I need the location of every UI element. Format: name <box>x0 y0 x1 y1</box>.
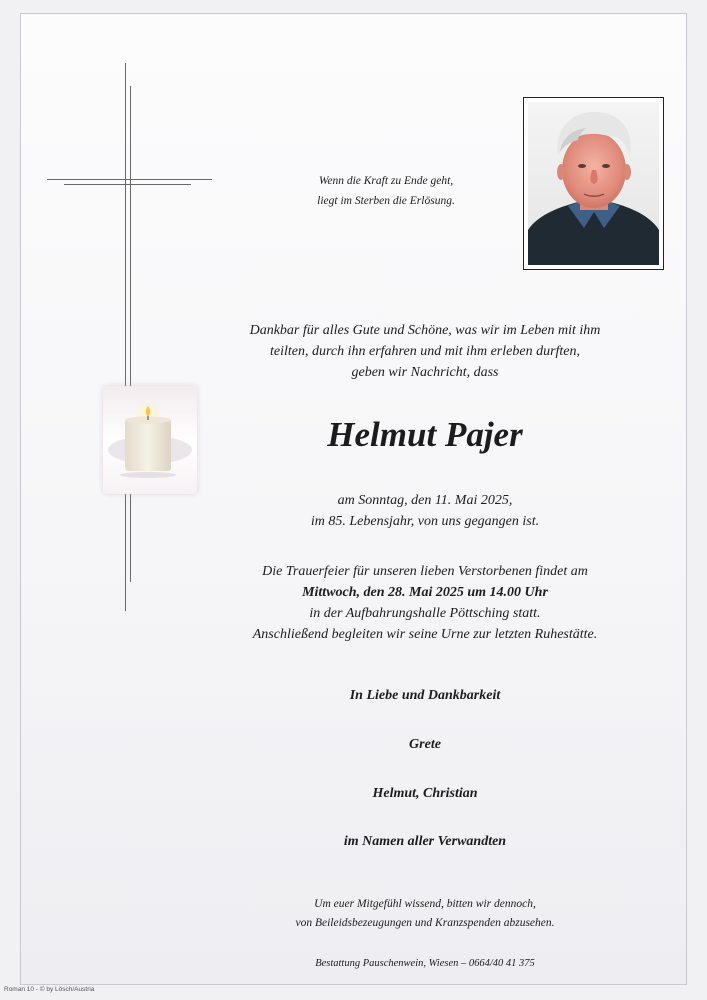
deceased-name: Helmut Pajer <box>327 415 523 454</box>
obituary-card <box>20 13 687 985</box>
ceremony-line-1: Die Trauerfeier für unseren lieben Verstorbenen findet am <box>262 564 588 579</box>
request-line-2: von Beileidsbezeugungen und Kranzspenden abzusehen. <box>295 917 555 929</box>
motto-line-2: liegt im Sterben die Erlösung. <box>317 195 455 207</box>
intro-text <box>21 320 686 341</box>
ceremony-line-4: Anschließend begleiten wir seine Urne zur letzten Ruhestätte. <box>252 627 598 642</box>
portrait-photo <box>523 97 664 270</box>
death-line-1: am Sonntag, den 11. Mai 2025, <box>337 493 513 508</box>
intro-line-1: Dankbar für alles Gute und Schöne, was wir im Leben mit ihm <box>249 323 601 338</box>
motto-line-1: Wenn die Kraft zu Ende geht, <box>318 175 454 187</box>
intro-line-3: geben wir Nachricht, dass <box>351 365 499 380</box>
mourner-children: Helmut, Christian <box>372 786 478 801</box>
undertaker-line: Bestattung Pauschenwein, Wiesen – 0664/40 41 375 <box>315 958 535 969</box>
ceremony-date: Mittwoch, den 28. Mai 2025 um 14.00 Uhr <box>302 585 548 600</box>
imprint: Roman 10 - © by Lösch/Austria <box>4 986 95 993</box>
intro-text-2 <box>21 341 686 362</box>
death-line-2: im 85. Lebensjahr, von uns gegangen ist. <box>310 514 540 529</box>
mourner-spouse: Grete <box>409 737 441 752</box>
motto <box>261 171 511 211</box>
request-line-1: Um euer Mitgefühl wissend, bitten wir dennoch, <box>314 898 536 910</box>
intro-line-2: teilten, durch ihn erfahren und mit ihm erleben durften, <box>269 344 581 359</box>
ceremony-line-3: in der Aufbahrungshalle Pöttsching statt. <box>309 606 541 621</box>
mourner-relatives: im Namen aller Verwandten <box>343 834 507 849</box>
mourners-heading: In Liebe und Dankbarkeit <box>349 688 501 703</box>
intro-text-3 <box>21 362 686 383</box>
